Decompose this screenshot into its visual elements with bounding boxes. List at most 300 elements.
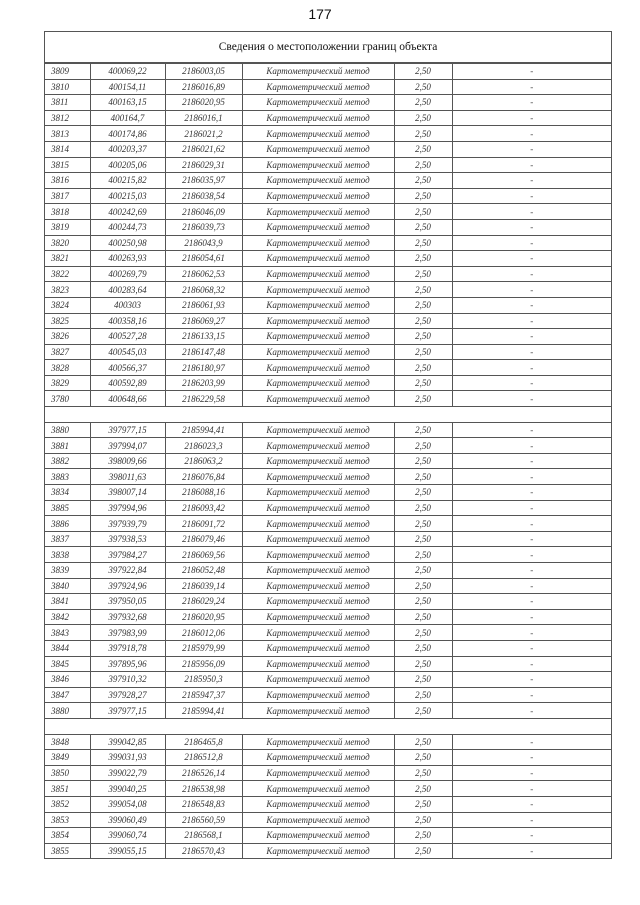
table-row — [45, 765, 611, 781]
y-coordinate-cell: 2186052,48 — [165, 563, 242, 579]
group-separator-row — [45, 407, 611, 423]
y-coordinate-cell: 2186203,99 — [165, 375, 242, 391]
method-cell: Картометрический метод — [242, 500, 394, 516]
table-row — [45, 703, 611, 719]
method-cell: Картометрический метод — [242, 687, 394, 703]
accuracy-cell: 2,50 — [394, 640, 452, 656]
table-row — [45, 531, 611, 547]
method-cell: Картометрический метод — [242, 765, 394, 781]
y-coordinate-cell: 2186560,59 — [165, 812, 242, 828]
table-row — [45, 485, 611, 501]
x-coordinate-cell: 399054,08 — [90, 796, 165, 812]
description-cell: - — [452, 79, 611, 95]
table-row — [45, 438, 611, 454]
description-cell: - — [452, 422, 611, 438]
x-coordinate-cell: 398011,63 — [90, 469, 165, 485]
table-row — [45, 594, 611, 610]
point-number-cell: 3819 — [45, 219, 90, 235]
description-cell: - — [452, 500, 611, 516]
point-number-cell: 3837 — [45, 531, 90, 547]
accuracy-cell: 2,50 — [394, 360, 452, 376]
accuracy-cell: 2,50 — [394, 126, 452, 142]
description-cell: - — [452, 485, 611, 501]
point-number-cell: 3885 — [45, 500, 90, 516]
x-coordinate-cell: 399031,93 — [90, 750, 165, 766]
method-cell: Картометрический метод — [242, 204, 394, 220]
method-cell: Картометрический метод — [242, 828, 394, 844]
point-number-cell: 3847 — [45, 687, 90, 703]
y-coordinate-cell: 2186021,62 — [165, 141, 242, 157]
x-coordinate-cell: 400263,93 — [90, 251, 165, 267]
method-cell: Картометрический метод — [242, 297, 394, 313]
table-row — [45, 687, 611, 703]
method-cell: Картометрический метод — [242, 95, 394, 111]
table-row — [45, 781, 611, 797]
accuracy-cell: 2,50 — [394, 531, 452, 547]
x-coordinate-cell: 400244,73 — [90, 219, 165, 235]
y-coordinate-cell: 2185979,99 — [165, 640, 242, 656]
accuracy-cell: 2,50 — [394, 516, 452, 532]
description-cell: - — [452, 687, 611, 703]
description-cell: - — [452, 266, 611, 282]
coordinates-table-body — [45, 64, 611, 859]
description-cell: - — [452, 360, 611, 376]
x-coordinate-cell: 400205,06 — [90, 157, 165, 173]
table-row — [45, 110, 611, 126]
description-cell: - — [452, 438, 611, 454]
method-cell: Картометрический метод — [242, 375, 394, 391]
point-number-cell: 3840 — [45, 578, 90, 594]
table-row — [45, 64, 611, 80]
point-number-cell: 3809 — [45, 64, 90, 80]
description-cell: - — [452, 765, 611, 781]
accuracy-cell: 2,50 — [394, 344, 452, 360]
x-coordinate-cell: 400566,37 — [90, 360, 165, 376]
x-coordinate-cell: 397983,99 — [90, 625, 165, 641]
accuracy-cell: 2,50 — [394, 672, 452, 688]
x-coordinate-cell: 397922,84 — [90, 563, 165, 579]
table-row — [45, 126, 611, 142]
point-number-cell: 3855 — [45, 843, 90, 859]
description-cell: - — [452, 344, 611, 360]
y-coordinate-cell: 2185956,09 — [165, 656, 242, 672]
point-number-cell: 3838 — [45, 547, 90, 563]
method-cell: Картометрический метод — [242, 329, 394, 345]
table-row — [45, 796, 611, 812]
accuracy-cell: 2,50 — [394, 297, 452, 313]
y-coordinate-cell: 2186538,98 — [165, 781, 242, 797]
point-number-cell: 3849 — [45, 750, 90, 766]
point-number-cell: 3818 — [45, 204, 90, 220]
point-number-cell: 3880 — [45, 703, 90, 719]
description-cell: - — [452, 796, 611, 812]
description-cell: - — [452, 251, 611, 267]
accuracy-cell: 2,50 — [394, 391, 452, 407]
point-number-cell: 3825 — [45, 313, 90, 329]
accuracy-cell: 2,50 — [394, 687, 452, 703]
y-coordinate-cell: 2186093,42 — [165, 500, 242, 516]
table-row — [45, 750, 611, 766]
description-cell: - — [452, 173, 611, 189]
x-coordinate-cell: 400269,79 — [90, 266, 165, 282]
table-row — [45, 672, 611, 688]
y-coordinate-cell: 2186029,24 — [165, 594, 242, 610]
point-number-cell: 3839 — [45, 563, 90, 579]
accuracy-cell: 2,50 — [394, 609, 452, 625]
table-row — [45, 828, 611, 844]
y-coordinate-cell: 2186512,8 — [165, 750, 242, 766]
table-row — [45, 375, 611, 391]
description-cell: - — [452, 781, 611, 797]
y-coordinate-cell: 2185950,3 — [165, 672, 242, 688]
description-cell: - — [452, 734, 611, 750]
table-row — [45, 297, 611, 313]
method-cell: Картометрический метод — [242, 812, 394, 828]
description-cell: - — [452, 469, 611, 485]
table-row — [45, 173, 611, 189]
y-coordinate-cell: 2185947,37 — [165, 687, 242, 703]
point-number-cell: 3850 — [45, 765, 90, 781]
accuracy-cell: 2,50 — [394, 422, 452, 438]
x-coordinate-cell: 400242,69 — [90, 204, 165, 220]
y-coordinate-cell: 2186548,83 — [165, 796, 242, 812]
point-number-cell: 3814 — [45, 141, 90, 157]
point-number-cell: 3882 — [45, 453, 90, 469]
method-cell: Картометрический метод — [242, 126, 394, 142]
description-cell: - — [452, 609, 611, 625]
point-number-cell: 3812 — [45, 110, 90, 126]
y-coordinate-cell: 2186465,8 — [165, 734, 242, 750]
x-coordinate-cell: 397924,96 — [90, 578, 165, 594]
method-cell: Картометрический метод — [242, 453, 394, 469]
x-coordinate-cell: 397977,15 — [90, 703, 165, 719]
accuracy-cell: 2,50 — [394, 329, 452, 345]
x-coordinate-cell: 397928,27 — [90, 687, 165, 703]
point-number-cell: 3820 — [45, 235, 90, 251]
method-cell: Картометрический метод — [242, 266, 394, 282]
x-coordinate-cell: 397932,68 — [90, 609, 165, 625]
description-cell: - — [452, 219, 611, 235]
accuracy-cell: 2,50 — [394, 594, 452, 610]
point-number-cell: 3828 — [45, 360, 90, 376]
point-number-cell: 3880 — [45, 422, 90, 438]
table-row — [45, 313, 611, 329]
point-number-cell: 3883 — [45, 469, 90, 485]
point-number-cell: 3834 — [45, 485, 90, 501]
x-coordinate-cell: 399040,25 — [90, 781, 165, 797]
x-coordinate-cell: 400163,15 — [90, 95, 165, 111]
accuracy-cell: 2,50 — [394, 547, 452, 563]
point-number-cell: 3826 — [45, 329, 90, 345]
method-cell: Картометрический метод — [242, 438, 394, 454]
method-cell: Картометрический метод — [242, 188, 394, 204]
method-cell: Картометрический метод — [242, 750, 394, 766]
method-cell: Картометрический метод — [242, 781, 394, 797]
description-cell: - — [452, 329, 611, 345]
y-coordinate-cell: 2186038,54 — [165, 188, 242, 204]
x-coordinate-cell: 400069,22 — [90, 64, 165, 80]
table-row — [45, 235, 611, 251]
point-number-cell: 3842 — [45, 609, 90, 625]
method-cell: Картометрический метод — [242, 313, 394, 329]
description-cell: - — [452, 157, 611, 173]
description-cell: - — [452, 578, 611, 594]
description-cell: - — [452, 204, 611, 220]
x-coordinate-cell: 399060,49 — [90, 812, 165, 828]
point-number-cell: 3813 — [45, 126, 90, 142]
x-coordinate-cell: 398009,66 — [90, 453, 165, 469]
point-number-cell: 3811 — [45, 95, 90, 111]
point-number-cell: 3822 — [45, 266, 90, 282]
y-coordinate-cell: 2186020,95 — [165, 95, 242, 111]
accuracy-cell: 2,50 — [394, 251, 452, 267]
description-cell: - — [452, 531, 611, 547]
y-coordinate-cell: 2186021,2 — [165, 126, 242, 142]
group-separator-row — [45, 718, 611, 734]
x-coordinate-cell: 397994,07 — [90, 438, 165, 454]
y-coordinate-cell: 2186062,53 — [165, 266, 242, 282]
method-cell: Картометрический метод — [242, 609, 394, 625]
y-coordinate-cell: 2186039,14 — [165, 578, 242, 594]
method-cell: Картометрический метод — [242, 703, 394, 719]
table-row — [45, 625, 611, 641]
accuracy-cell: 2,50 — [394, 141, 452, 157]
description-cell: - — [452, 391, 611, 407]
accuracy-cell: 2,50 — [394, 282, 452, 298]
table-row — [45, 453, 611, 469]
accuracy-cell: 2,50 — [394, 750, 452, 766]
table-row — [45, 843, 611, 859]
y-coordinate-cell: 2186063,2 — [165, 453, 242, 469]
accuracy-cell: 2,50 — [394, 563, 452, 579]
point-number-cell: 3881 — [45, 438, 90, 454]
point-number-cell: 3853 — [45, 812, 90, 828]
method-cell: Картометрический метод — [242, 219, 394, 235]
method-cell: Картометрический метод — [242, 625, 394, 641]
x-coordinate-cell: 397977,15 — [90, 422, 165, 438]
table-row — [45, 516, 611, 532]
description-cell: - — [452, 812, 611, 828]
x-coordinate-cell: 397984,27 — [90, 547, 165, 563]
accuracy-cell: 2,50 — [394, 219, 452, 235]
x-coordinate-cell: 400283,64 — [90, 282, 165, 298]
y-coordinate-cell: 2186076,84 — [165, 469, 242, 485]
method-cell: Картометрический метод — [242, 516, 394, 532]
y-coordinate-cell: 2186023,3 — [165, 438, 242, 454]
method-cell: Картометрический метод — [242, 672, 394, 688]
method-cell: Картометрический метод — [242, 796, 394, 812]
method-cell: Картометрический метод — [242, 141, 394, 157]
description-cell: - — [452, 547, 611, 563]
point-number-cell: 3844 — [45, 640, 90, 656]
accuracy-cell: 2,50 — [394, 625, 452, 641]
table-row — [45, 79, 611, 95]
point-number-cell: 3827 — [45, 344, 90, 360]
description-cell: - — [452, 64, 611, 80]
table-row — [45, 204, 611, 220]
accuracy-cell: 2,50 — [394, 79, 452, 95]
y-coordinate-cell: 2186570,43 — [165, 843, 242, 859]
x-coordinate-cell: 400303 — [90, 297, 165, 313]
method-cell: Картометрический метод — [242, 282, 394, 298]
x-coordinate-cell: 400527,28 — [90, 329, 165, 345]
y-coordinate-cell: 2186061,93 — [165, 297, 242, 313]
x-coordinate-cell: 397910,32 — [90, 672, 165, 688]
description-cell: - — [452, 843, 611, 859]
x-coordinate-cell: 399060,74 — [90, 828, 165, 844]
description-cell: - — [452, 750, 611, 766]
description-cell: - — [452, 110, 611, 126]
method-cell: Картометрический метод — [242, 110, 394, 126]
accuracy-cell: 2,50 — [394, 266, 452, 282]
point-number-cell: 3810 — [45, 79, 90, 95]
description-cell: - — [452, 640, 611, 656]
y-coordinate-cell: 2186088,16 — [165, 485, 242, 501]
accuracy-cell: 2,50 — [394, 469, 452, 485]
y-coordinate-cell: 2186180,97 — [165, 360, 242, 376]
y-coordinate-cell: 2186526,14 — [165, 765, 242, 781]
method-cell: Картометрический метод — [242, 173, 394, 189]
accuracy-cell: 2,50 — [394, 578, 452, 594]
method-cell: Картометрический метод — [242, 656, 394, 672]
point-number-cell: 3852 — [45, 796, 90, 812]
x-coordinate-cell: 397918,78 — [90, 640, 165, 656]
point-number-cell: 3816 — [45, 173, 90, 189]
accuracy-cell: 2,50 — [394, 204, 452, 220]
table-row — [45, 500, 611, 516]
description-cell: - — [452, 188, 611, 204]
x-coordinate-cell: 399022,79 — [90, 765, 165, 781]
x-coordinate-cell: 397895,96 — [90, 656, 165, 672]
x-coordinate-cell: 397950,05 — [90, 594, 165, 610]
y-coordinate-cell: 2186069,27 — [165, 313, 242, 329]
accuracy-cell: 2,50 — [394, 485, 452, 501]
x-coordinate-cell: 400592,89 — [90, 375, 165, 391]
description-cell: - — [452, 313, 611, 329]
method-cell: Картометрический метод — [242, 64, 394, 80]
accuracy-cell: 2,50 — [394, 438, 452, 454]
x-coordinate-cell: 400250,98 — [90, 235, 165, 251]
point-number-cell: 3843 — [45, 625, 90, 641]
x-coordinate-cell: 400545,03 — [90, 344, 165, 360]
description-cell: - — [452, 828, 611, 844]
y-coordinate-cell: 2186568,1 — [165, 828, 242, 844]
x-coordinate-cell: 400154,11 — [90, 79, 165, 95]
y-coordinate-cell: 2186035,97 — [165, 173, 242, 189]
table-row — [45, 640, 611, 656]
method-cell: Картометрический метод — [242, 235, 394, 251]
description-cell: - — [452, 453, 611, 469]
accuracy-cell: 2,50 — [394, 157, 452, 173]
point-number-cell: 3851 — [45, 781, 90, 797]
table-row — [45, 391, 611, 407]
description-cell: - — [452, 703, 611, 719]
method-cell: Картометрический метод — [242, 563, 394, 579]
table-row — [45, 469, 611, 485]
method-cell: Картометрический метод — [242, 469, 394, 485]
accuracy-cell: 2,50 — [394, 375, 452, 391]
y-coordinate-cell: 2185994,41 — [165, 703, 242, 719]
table-row — [45, 157, 611, 173]
method-cell: Картометрический метод — [242, 79, 394, 95]
y-coordinate-cell: 2186229,58 — [165, 391, 242, 407]
accuracy-cell: 2,50 — [394, 828, 452, 844]
y-coordinate-cell: 2186016,1 — [165, 110, 242, 126]
method-cell: Картометрический метод — [242, 734, 394, 750]
description-cell: - — [452, 141, 611, 157]
description-cell: - — [452, 297, 611, 313]
accuracy-cell: 2,50 — [394, 796, 452, 812]
method-cell: Картометрический метод — [242, 640, 394, 656]
description-cell: - — [452, 563, 611, 579]
table-row — [45, 141, 611, 157]
accuracy-cell: 2,50 — [394, 843, 452, 859]
separator-cell — [45, 718, 611, 734]
method-cell: Картометрический метод — [242, 594, 394, 610]
description-cell: - — [452, 672, 611, 688]
x-coordinate-cell: 397939,79 — [90, 516, 165, 532]
method-cell: Картометрический метод — [242, 360, 394, 376]
description-cell: - — [452, 95, 611, 111]
point-number-cell: 3854 — [45, 828, 90, 844]
method-cell: Картометрический метод — [242, 422, 394, 438]
method-cell: Картометрический метод — [242, 344, 394, 360]
table-row — [45, 578, 611, 594]
y-coordinate-cell: 2186079,46 — [165, 531, 242, 547]
y-coordinate-cell: 2186133,15 — [165, 329, 242, 345]
x-coordinate-cell: 397938,53 — [90, 531, 165, 547]
table-row — [45, 734, 611, 750]
point-number-cell: 3848 — [45, 734, 90, 750]
y-coordinate-cell: 2186068,32 — [165, 282, 242, 298]
table-row — [45, 547, 611, 563]
point-number-cell: 3886 — [45, 516, 90, 532]
x-coordinate-cell: 400215,82 — [90, 173, 165, 189]
accuracy-cell: 2,50 — [394, 95, 452, 111]
description-cell: - — [452, 625, 611, 641]
accuracy-cell: 2,50 — [394, 500, 452, 516]
method-cell: Картометрический метод — [242, 843, 394, 859]
accuracy-cell: 2,50 — [394, 173, 452, 189]
description-cell: - — [452, 594, 611, 610]
table-row — [45, 344, 611, 360]
y-coordinate-cell: 2186039,73 — [165, 219, 242, 235]
page-number: 177 — [308, 6, 332, 22]
table-row — [45, 360, 611, 376]
y-coordinate-cell: 2186046,09 — [165, 204, 242, 220]
description-cell: - — [452, 375, 611, 391]
point-number-cell: 3824 — [45, 297, 90, 313]
point-number-cell: 3815 — [45, 157, 90, 173]
y-coordinate-cell: 2186020,95 — [165, 609, 242, 625]
table-row — [45, 95, 611, 111]
y-coordinate-cell: 2186069,56 — [165, 547, 242, 563]
point-number-cell: 3817 — [45, 188, 90, 204]
point-number-cell: 3841 — [45, 594, 90, 610]
point-number-cell: 3846 — [45, 672, 90, 688]
table-row — [45, 188, 611, 204]
point-number-cell: 3823 — [45, 282, 90, 298]
table-row — [45, 282, 611, 298]
x-coordinate-cell: 400648,66 — [90, 391, 165, 407]
accuracy-cell: 2,50 — [394, 734, 452, 750]
coordinates-table — [45, 63, 611, 859]
description-cell: - — [452, 282, 611, 298]
x-coordinate-cell: 400174,86 — [90, 126, 165, 142]
table-row — [45, 563, 611, 579]
point-number-cell: 3821 — [45, 251, 90, 267]
x-coordinate-cell: 397994,96 — [90, 500, 165, 516]
